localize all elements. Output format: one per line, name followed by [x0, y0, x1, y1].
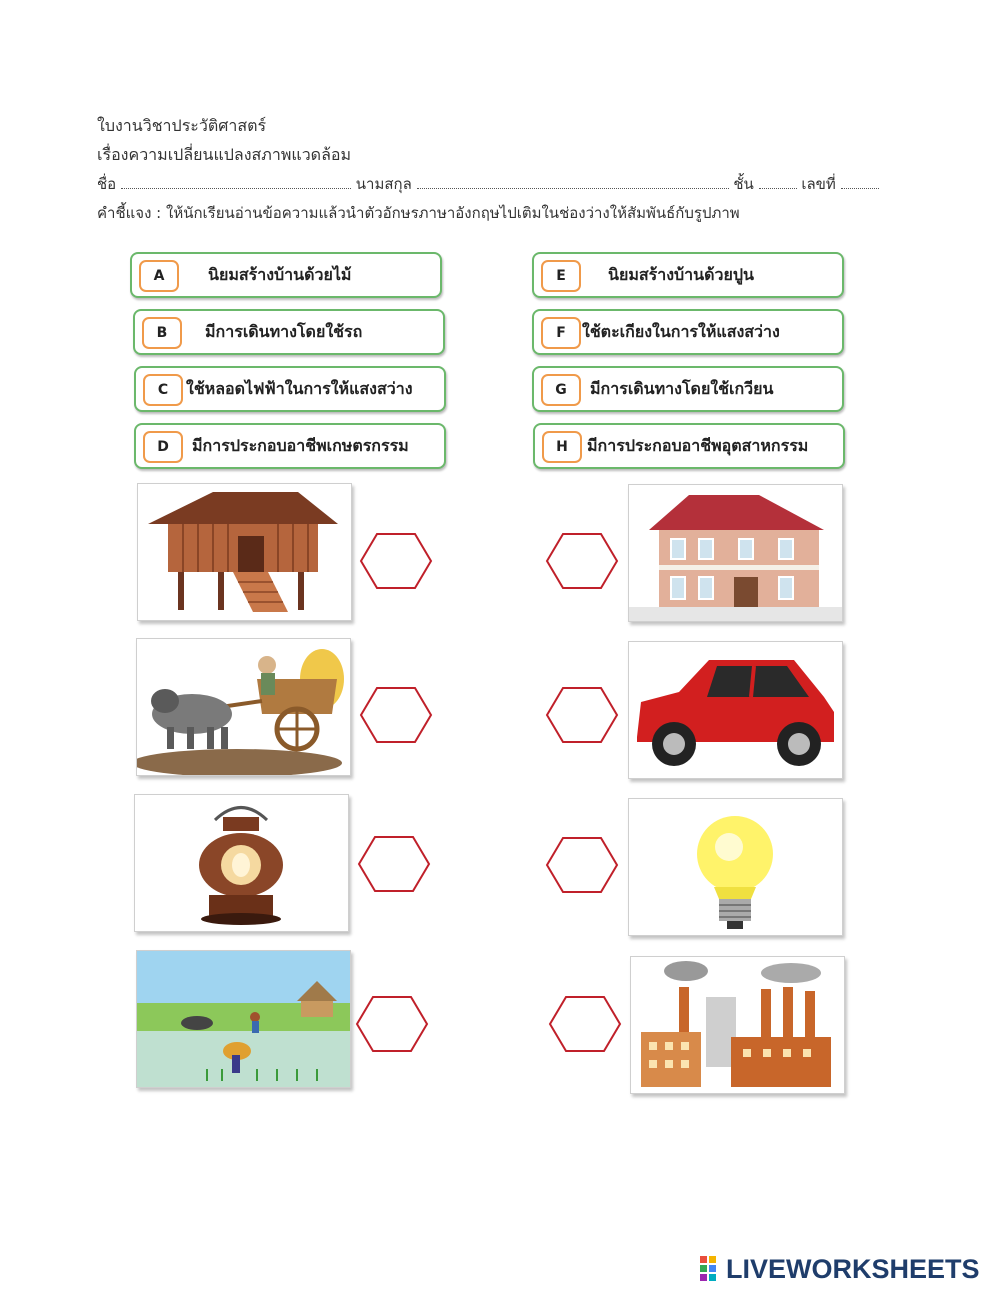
worksheet-topic: เรื่องความเปลี่ยนแปลงสภาพแวดล้อม — [97, 145, 352, 164]
option-h — [533, 423, 845, 469]
answer-slot-1[interactable] — [359, 532, 433, 590]
wooden-stilt-house-icon — [137, 483, 352, 621]
name-field[interactable] — [121, 174, 351, 189]
option-e — [532, 252, 844, 298]
class-label: ชั้น — [733, 175, 754, 193]
option-letter: G — [541, 374, 581, 406]
option-text: นิยมสร้างบ้านด้วยไม้ — [208, 265, 352, 284]
answer-slot-4[interactable] — [545, 686, 619, 744]
red-car-icon — [628, 641, 843, 779]
option-letter: D — [143, 431, 183, 463]
option-text: ใช้หลอดไฟฟ้าในการให้แสงสว่าง — [186, 379, 413, 398]
option-g — [532, 366, 844, 412]
liveworksheets-brand: LIVEWORKSHEETS — [726, 1253, 980, 1284]
option-b — [133, 309, 445, 355]
light-bulb-icon — [628, 798, 843, 936]
option-c — [134, 366, 446, 412]
surname-label: นามสกุล — [355, 175, 412, 193]
answer-slot-2[interactable] — [545, 532, 619, 590]
student-info-row — [97, 172, 897, 196]
option-letter: C — [143, 374, 183, 406]
name-label: ชื่อ — [97, 175, 117, 193]
concrete-house-icon — [628, 484, 843, 622]
option-letter: E — [541, 260, 581, 292]
liveworksheets-logo-icon — [700, 1256, 726, 1282]
oil-lantern-icon — [134, 794, 349, 932]
answer-slot-8[interactable] — [548, 995, 622, 1053]
surname-field[interactable] — [417, 174, 729, 189]
ox-cart-icon — [136, 638, 351, 776]
option-text: มีการเดินทางโดยใช้เกวียน — [590, 379, 774, 398]
answer-slot-6[interactable] — [545, 836, 619, 894]
number-field[interactable] — [841, 174, 879, 189]
option-letter: H — [542, 431, 582, 463]
option-text: มีการประกอบอาชีพเกษตรกรรม — [192, 436, 409, 455]
option-text: นิยมสร้างบ้านด้วยปูน — [608, 265, 754, 284]
answer-slot-7[interactable] — [355, 995, 429, 1053]
liveworksheets-logo — [700, 1252, 980, 1286]
option-text: ใช้ตะเกียงในการให้แสงสว่าง — [582, 322, 780, 341]
answer-slot-3[interactable] — [359, 686, 433, 744]
instruction-text: คำชี้แจง : ให้นักเรียนอ่านข้อความแล้วนำตัวอักษรภาษาอังกฤษไปเติมในช่องว่างให้สัมพันธ์กับรูปภาพ — [97, 204, 740, 222]
option-letter: F — [541, 317, 581, 349]
option-letter: B — [142, 317, 182, 349]
option-text: มีการประกอบอาชีพอุตสาหกรรม — [587, 436, 809, 455]
option-letter: A — [139, 260, 179, 292]
class-field[interactable] — [759, 174, 797, 189]
factory-icon — [630, 956, 845, 1094]
option-a — [130, 252, 442, 298]
option-text: มีการเดินทางโดยใช้รถ — [205, 322, 363, 341]
worksheet-subject: ใบงานวิชาประวัติศาสตร์ — [97, 116, 267, 135]
option-f — [532, 309, 844, 355]
answer-slot-5[interactable] — [357, 835, 431, 893]
rice-farming-icon — [136, 950, 351, 1088]
option-d — [134, 423, 446, 469]
number-label: เลขที่ — [801, 175, 836, 193]
